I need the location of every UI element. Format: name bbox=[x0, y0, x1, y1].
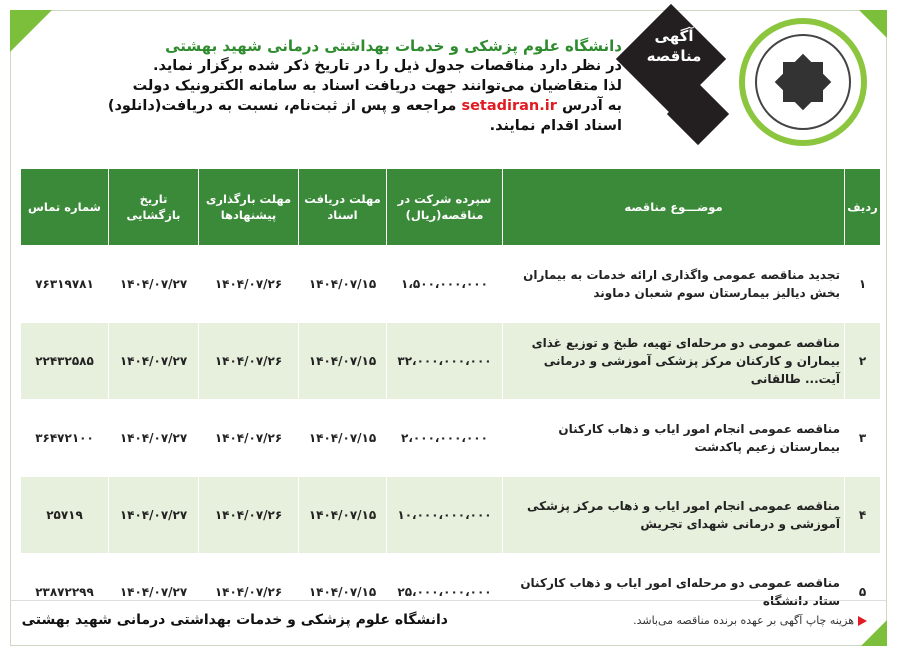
header-line-3-pre: به آدرس bbox=[561, 98, 622, 114]
logo-star-icon bbox=[783, 62, 823, 102]
header-bid-deadline: مهلت بارگذاری پیشنهادها bbox=[199, 169, 299, 246]
header-subject: موضـــوع مناقصه bbox=[503, 169, 845, 246]
logo-emblem bbox=[755, 34, 851, 130]
cell-deposit: ۱۰،۰۰۰،۰۰۰،۰۰۰ bbox=[387, 477, 503, 554]
university-logo bbox=[739, 18, 867, 146]
cell-subject: تجدید مناقصه عمومی واگذاری ارائه خدمات به بیماران بخش دیالیز بیمارستان سوم شعبان دماوند bbox=[503, 246, 845, 323]
footer-note-text: هزینه چاپ آگهی بر عهده برنده مناقصه می‌باشد. bbox=[633, 614, 854, 627]
cell-row-number: ۱ bbox=[845, 246, 881, 323]
cell-phone: ۲۵۷۱۹ bbox=[21, 477, 109, 554]
cell-opening-date: ۱۴۰۴/۰۷/۲۷ bbox=[109, 400, 199, 477]
header-line-3 bbox=[30, 96, 622, 116]
cell-phone: ۲۲۴۳۲۵۸۵ bbox=[21, 323, 109, 400]
announcement-header bbox=[30, 36, 622, 136]
header-phone: شماره تماس bbox=[21, 169, 109, 246]
cell-doc-deadline: ۱۴۰۴/۰۷/۱۵ bbox=[299, 477, 387, 554]
tender-table bbox=[20, 168, 881, 631]
university-name: دانشگاه علوم پزشکی و خدمات بهداشتی درمانی شهید بهشتی bbox=[165, 37, 622, 55]
cell-phone: ۳۶۴۷۲۱۰۰ bbox=[21, 400, 109, 477]
cell-row-number: ۳ bbox=[845, 400, 881, 477]
cell-opening-date: ۱۴۰۴/۰۷/۲۷ bbox=[109, 554, 199, 631]
cell-subject: مناقصه عمومی انجام امور ایاب و ذهاب مرکز پزشکی آموزشی و درمانی شهدای تجریش bbox=[503, 477, 845, 554]
cell-subject: مناقصه عمومی دو مرحله‌ای تهیه، طبخ و توزیع غذای بیماران و کارکنان مرکز پزشکی آموزشی و درمانی آیت‌... طالقانی bbox=[503, 323, 845, 400]
cell-row-number: ۵ bbox=[845, 554, 881, 631]
cell-opening-date: ۱۴۰۴/۰۷/۲۷ bbox=[109, 246, 199, 323]
cell-bid-deadline: ۱۴۰۴/۰۷/۲۶ bbox=[199, 477, 299, 554]
footer-university-name: دانشگاه علوم پزشکی و خدمات بهداشتی درمانی شهید بهشتی bbox=[21, 612, 448, 628]
table-row bbox=[21, 477, 881, 554]
cell-bid-deadline: ۱۴۰۴/۰۷/۲۶ bbox=[199, 246, 299, 323]
cell-doc-deadline: ۱۴۰۴/۰۷/۱۵ bbox=[299, 400, 387, 477]
header-opening-date: تاریخ بازگشایی bbox=[109, 169, 199, 246]
cell-deposit: ۱،۵۰۰،۰۰۰،۰۰۰ bbox=[387, 246, 503, 323]
header-row-number: ردیف bbox=[845, 169, 881, 246]
setadiran-link[interactable]: setadiran.ir bbox=[461, 98, 557, 114]
badge-line2: مناقصه bbox=[646, 47, 702, 65]
cell-opening-date: ۱۴۰۴/۰۷/۲۷ bbox=[109, 323, 199, 400]
table-row bbox=[21, 246, 881, 323]
cell-subject: مناقصه عمومی انجام امور ایاب و ذهاب کارکنان بیمارستان زعیم پاکدشت bbox=[503, 400, 845, 477]
cell-doc-deadline: ۱۴۰۴/۰۷/۱۵ bbox=[299, 323, 387, 400]
cell-deposit: ۳۲،۰۰۰،۰۰۰،۰۰۰ bbox=[387, 323, 503, 400]
table-row bbox=[21, 400, 881, 477]
cell-phone: ۷۶۳۱۹۷۸۱ bbox=[21, 246, 109, 323]
cell-doc-deadline: ۱۴۰۴/۰۷/۱۵ bbox=[299, 246, 387, 323]
corner-decoration bbox=[859, 10, 887, 38]
cell-subject: مناقصه عمومی دو مرحله‌ای امور ایاب و ذهاب کارکنان ستاد دانشگاه bbox=[503, 554, 845, 631]
header-doc-deadline: مهلت دریافت اسناد bbox=[299, 169, 387, 246]
cell-deposit: ۲،۰۰۰،۰۰۰،۰۰۰ bbox=[387, 400, 503, 477]
cell-bid-deadline: ۱۴۰۴/۰۷/۲۶ bbox=[199, 400, 299, 477]
badge-label bbox=[634, 26, 714, 66]
cell-row-number: ۲ bbox=[845, 323, 881, 400]
footer-note bbox=[507, 614, 867, 627]
cell-phone: ۲۳۸۷۲۲۹۹ bbox=[21, 554, 109, 631]
footer-divider bbox=[10, 600, 887, 601]
cell-bid-deadline: ۱۴۰۴/۰۷/۲۶ bbox=[199, 554, 299, 631]
header-line-3-post: مراجعه و پس از ثبت‌نام، نسبت به دریافت(دانلود) bbox=[107, 98, 457, 114]
header-line-4: اسناد اقدام نمایند. bbox=[489, 118, 622, 134]
cell-doc-deadline: ۱۴۰۴/۰۷/۱۵ bbox=[299, 554, 387, 631]
cell-row-number: ۴ bbox=[845, 477, 881, 554]
badge-line1: آگهی bbox=[654, 27, 694, 45]
header-line-2: لذا متقاضیان می‌توانند جهت دریافت اسناد به سامانه الکترونیک دولت bbox=[132, 78, 622, 94]
corner-decoration bbox=[861, 620, 887, 646]
table-header-row bbox=[21, 169, 881, 246]
cell-bid-deadline: ۱۴۰۴/۰۷/۲۶ bbox=[199, 323, 299, 400]
header-line-1: در نظر دارد مناقصات جدول ذیل را در تاریخ ذکر شده برگزار نماید. bbox=[152, 58, 622, 74]
cell-opening-date: ۱۴۰۴/۰۷/۲۷ bbox=[109, 477, 199, 554]
cell-deposit: ۲۵،۰۰۰،۰۰۰،۰۰۰ bbox=[387, 554, 503, 631]
header-deposit: سپرده شرکت در مناقصه(ریال) bbox=[387, 169, 503, 246]
table-row bbox=[21, 323, 881, 400]
